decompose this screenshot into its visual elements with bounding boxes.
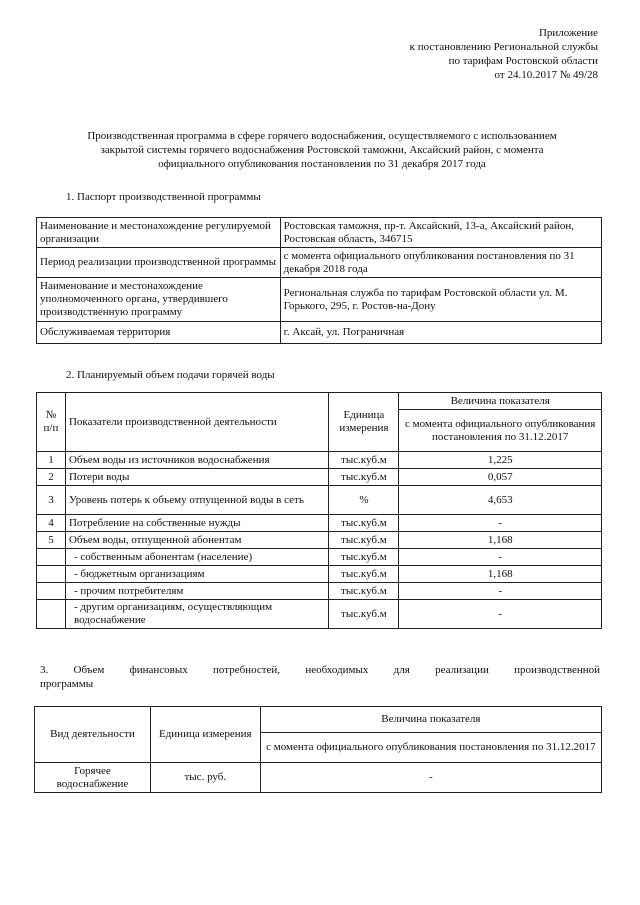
table-row <box>37 452 602 469</box>
table-row <box>37 486 602 515</box>
document-title <box>36 129 608 171</box>
table-row <box>37 583 602 600</box>
row-value: 4,653 <box>399 486 602 515</box>
row-unit: тыс. руб. <box>150 763 260 793</box>
header-indicator: Показатели производственной деятельности <box>65 393 328 452</box>
row-name: Уровень потерь к объему отпущенной воды в сеть <box>65 486 328 515</box>
row-value: - <box>399 583 602 600</box>
row-num: 5 <box>37 532 66 549</box>
section3-heading-line: программы <box>40 678 94 690</box>
row-unit: тыс.куб.м <box>329 469 399 486</box>
title-line: официального опубликования постановления по 31 декабря 2017 года <box>158 158 486 170</box>
passport-row <box>37 278 602 322</box>
appendix-line: по тарифам Ростовской области <box>448 55 598 67</box>
section2-heading: 2. Планируемый объем подачи горячей воды <box>66 369 275 381</box>
passport-row <box>37 248 602 278</box>
appendix-line: от 24.10.2017 № 49/28 <box>494 69 598 81</box>
row-name: Объем воды, отпущенной абонентам <box>65 532 328 549</box>
title-line: закрытой системы горячего водоснабжения Ростовской таможни, Аксайский район, с момента <box>100 144 544 156</box>
header-activity: Вид деятельности <box>35 707 151 763</box>
row-num <box>37 549 66 566</box>
row-value: - <box>399 515 602 532</box>
appendix-line: к постановлению Региональной службы <box>409 41 598 53</box>
row-unit: % <box>329 486 399 515</box>
water-volume-table <box>36 392 602 629</box>
header-value: Величина показателя <box>399 393 602 410</box>
row-name: Потери воды <box>65 469 328 486</box>
table-row <box>37 532 602 549</box>
row-name: - другим организациям, осуществляющим водоснабжение <box>65 600 328 629</box>
passport-value: Региональная служба по тарифам Ростовской области ул. М. Горького, 295, г. Ростов-на-Дону <box>280 278 601 322</box>
row-num: 1 <box>37 452 66 469</box>
header-period: с момента официального опубликования постановления по 31.12.2017 <box>399 410 602 452</box>
row-value: - <box>260 763 601 793</box>
row-name: - собственным абонентам (население) <box>65 549 328 566</box>
row-num <box>37 583 66 600</box>
row-value: 1,225 <box>399 452 602 469</box>
table-row <box>37 549 602 566</box>
header-value: Величина показателя <box>260 707 601 733</box>
table-row <box>35 763 602 793</box>
row-unit: тыс.куб.м <box>329 583 399 600</box>
title-line: Производственная программа в сфере горячего водоснабжения, осуществляемого с использованием <box>87 130 557 142</box>
row-name: Потребление на собственные нужды <box>65 515 328 532</box>
section1-heading: 1. Паспорт производственной программы <box>66 191 261 203</box>
row-value: - <box>399 549 602 566</box>
section3-heading <box>40 663 600 691</box>
passport-table <box>36 217 602 344</box>
row-num: 4 <box>37 515 66 532</box>
row-num <box>37 600 66 629</box>
row-num: 3 <box>37 486 66 515</box>
header-unit: Единица измерения <box>329 393 399 452</box>
row-name: - прочим потребителям <box>65 583 328 600</box>
table-row <box>37 469 602 486</box>
table-row <box>37 515 602 532</box>
passport-label: Обслуживаемая территория <box>37 322 281 344</box>
row-name: - бюджетным организациям <box>65 566 328 583</box>
appendix-line: Приложение <box>538 27 598 39</box>
row-value: - <box>399 600 602 629</box>
passport-row <box>37 322 602 344</box>
header-unit: Единица измерения <box>150 707 260 763</box>
row-value: 1,168 <box>399 566 602 583</box>
appendix-header <box>410 26 598 82</box>
row-unit: тыс.куб.м <box>329 452 399 469</box>
row-unit: тыс.куб.м <box>329 532 399 549</box>
row-unit: тыс.куб.м <box>329 549 399 566</box>
table-row <box>37 600 602 629</box>
table-header-row <box>35 707 602 733</box>
passport-label: Наименование и местонахождение регулируемой организации <box>37 218 281 248</box>
row-unit: тыс.куб.м <box>329 566 399 583</box>
passport-label: Наименование и местонахождение уполномоченного органа, утвердившего производственную программу <box>37 278 281 322</box>
passport-row <box>37 218 602 248</box>
financial-table <box>34 706 602 793</box>
row-value: 1,168 <box>399 532 602 549</box>
table-header-row <box>37 393 602 410</box>
passport-value: г. Аксай, ул. Пограничная <box>280 322 601 344</box>
passport-value: с момента официального опубликования постановления по 31 декабря 2018 года <box>280 248 601 278</box>
passport-label: Период реализации производственной программы <box>37 248 281 278</box>
row-num <box>37 566 66 583</box>
row-num: 2 <box>37 469 66 486</box>
table-row <box>37 566 602 583</box>
row-name: Объем воды из источников водоснабжения <box>65 452 328 469</box>
section3-heading-line: 3. Объем финансовых потребностей, необходимых для реализации производственной <box>40 664 600 676</box>
row-unit: тыс.куб.м <box>329 600 399 629</box>
header-num: № п/п <box>37 393 66 452</box>
row-activity: Горячее водоснабжение <box>35 763 151 793</box>
row-value: 0,057 <box>399 469 602 486</box>
header-period: с момента официального опубликования постановления по 31.12.2017 <box>260 733 601 763</box>
passport-value: Ростовская таможня, пр-т. Аксайский, 13-а, Аксайский район, Ростовская область, 346715 <box>280 218 601 248</box>
row-unit: тыс.куб.м <box>329 515 399 532</box>
